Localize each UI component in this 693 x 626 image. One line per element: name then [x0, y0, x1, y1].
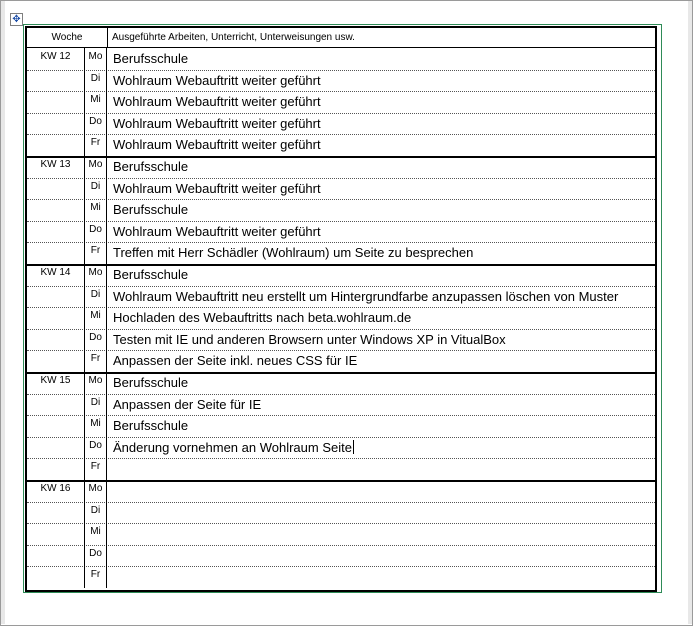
week-cell[interactable]	[27, 566, 85, 588]
work-description-cell[interactable]	[113, 264, 651, 286]
work-description-cell[interactable]	[113, 178, 651, 200]
work-description-text: Wohlraum Webauftritt neu erstellt um Hintergrundfarbe anzupassen löschen von Muster	[113, 288, 619, 304]
work-description-text: Wohlraum Webauftritt weiter geführt	[113, 115, 321, 131]
week-cell[interactable]	[27, 199, 85, 221]
work-description-text: Berufsschule	[113, 267, 189, 282]
day-cell[interactable]: Mi	[85, 307, 107, 329]
work-description-cell[interactable]	[113, 221, 651, 243]
work-description-text: Wohlraum Webauftritt weiter geführt	[113, 223, 321, 239]
week-cell[interactable]	[27, 307, 85, 329]
work-description-cell[interactable]	[113, 113, 651, 135]
work-description-text: Berufsschule	[113, 418, 189, 434]
work-description-text: Treffen mit Herr Schädler (Wohlraum) um Seite zu besprechen	[113, 245, 474, 261]
day-cell[interactable]: Mo	[85, 480, 107, 502]
week-cell[interactable]	[27, 502, 85, 524]
day-cell[interactable]: Di	[85, 286, 107, 308]
week-cell[interactable]	[27, 458, 85, 480]
work-description-cell[interactable]	[113, 134, 651, 156]
day-cell[interactable]: Mi	[85, 91, 107, 113]
week-cell[interactable]: KW 16	[27, 480, 85, 502]
table-row[interactable]	[27, 242, 655, 266]
table-row[interactable]	[27, 372, 655, 395]
work-description-cell[interactable]	[113, 91, 651, 113]
table-header-row	[27, 28, 655, 48]
day-cell[interactable]: Fr	[85, 458, 107, 480]
work-description-text: Berufsschule	[113, 159, 189, 174]
day-cell[interactable]: Do	[85, 329, 107, 351]
table-row[interactable]	[27, 329, 655, 352]
weekly-report-table[interactable]	[25, 26, 657, 592]
table-row[interactable]	[27, 70, 655, 93]
table-row[interactable]	[27, 221, 655, 244]
table-row[interactable]	[27, 545, 655, 568]
table-row[interactable]	[27, 91, 655, 114]
week-cell[interactable]	[27, 178, 85, 200]
table-row[interactable]	[27, 394, 655, 417]
work-description-cell[interactable]	[113, 502, 651, 524]
work-description-cell[interactable]	[113, 156, 651, 178]
work-description-text: Testen mit IE und anderen Browsern unter Windows XP in VitualBox	[113, 331, 506, 347]
week-cell[interactable]	[27, 113, 85, 135]
header-work: Ausgeführte Arbeiten, Unterricht, Unterweisungen usw.	[112, 32, 355, 43]
week-cell[interactable]	[27, 350, 85, 372]
work-description-cell[interactable]	[113, 394, 651, 416]
table-row[interactable]	[27, 307, 655, 330]
work-description-cell[interactable]	[113, 307, 651, 329]
work-description-cell[interactable]	[113, 458, 651, 480]
work-description-cell[interactable]	[113, 199, 651, 221]
day-cell[interactable]: Di	[85, 70, 107, 92]
table-row[interactable]	[27, 264, 655, 287]
work-description-text: Änderung vornehmen an Wohlraum Seite	[113, 439, 352, 455]
work-description-text: Berufsschule	[113, 202, 189, 218]
work-description-text: Anpassen der Seite inkl. neues CSS für IE	[113, 353, 358, 369]
week-cell[interactable]: KW 15	[27, 372, 85, 394]
day-cell[interactable]: Di	[85, 502, 107, 524]
week-cell[interactable]: KW 13	[27, 156, 85, 178]
day-cell[interactable]: Mo	[85, 264, 107, 286]
day-cell[interactable]: Fr	[85, 134, 107, 156]
week-cell[interactable]	[27, 415, 85, 437]
work-description-text: Anpassen der Seite für IE	[113, 396, 262, 412]
table-move-handle-icon[interactable]: ✥	[10, 13, 23, 26]
work-description-cell[interactable]	[113, 566, 651, 588]
day-cell[interactable]: Mi	[85, 199, 107, 221]
week-cell[interactable]	[27, 545, 85, 567]
work-description-cell[interactable]	[113, 523, 651, 545]
week-cell[interactable]	[27, 437, 85, 459]
table-row[interactable]	[27, 523, 655, 546]
week-cell[interactable]	[27, 242, 85, 264]
day-cell[interactable]: Fr	[85, 242, 107, 264]
table-row[interactable]	[27, 502, 655, 525]
day-cell[interactable]: Fr	[85, 350, 107, 372]
page-right-margin	[688, 1, 692, 624]
table-row[interactable]	[27, 178, 655, 201]
table-row[interactable]	[27, 286, 655, 309]
day-cell[interactable]: Do	[85, 113, 107, 135]
day-cell[interactable]: Mi	[85, 415, 107, 437]
week-cell[interactable]	[27, 91, 85, 113]
page-left-margin	[1, 1, 5, 624]
work-description-cell[interactable]	[113, 242, 651, 264]
work-description-text: Berufsschule	[113, 375, 189, 390]
day-cell[interactable]: Di	[85, 178, 107, 200]
day-cell[interactable]: Fr	[85, 566, 107, 588]
week-cell[interactable]	[27, 523, 85, 545]
work-description-text: Wohlraum Webauftritt weiter geführt	[113, 72, 321, 88]
work-description-text: Berufsschule	[113, 51, 189, 66]
table-row[interactable]	[27, 437, 655, 460]
day-cell[interactable]: Mo	[85, 48, 107, 70]
work-description-cell[interactable]	[113, 415, 651, 437]
table-row[interactable]	[27, 113, 655, 136]
work-description-cell[interactable]	[113, 545, 651, 567]
work-description-cell[interactable]	[113, 350, 651, 372]
table-row[interactable]	[27, 566, 655, 588]
week-cell[interactable]	[27, 329, 85, 351]
work-description-text: Hochladen des Webauftritts nach beta.wohlraum.de	[113, 310, 412, 326]
work-description-cell[interactable]	[113, 286, 651, 308]
table-row[interactable]	[27, 350, 655, 374]
work-description-cell[interactable]	[113, 70, 651, 92]
week-cell[interactable]	[27, 134, 85, 156]
table-row[interactable]	[27, 458, 655, 482]
table-row[interactable]	[27, 415, 655, 438]
table-row[interactable]	[27, 48, 655, 71]
work-description-cell[interactable]	[113, 437, 651, 459]
day-cell[interactable]: Do	[85, 545, 107, 567]
week-cell[interactable]	[27, 394, 85, 416]
day-cell[interactable]: Mo	[85, 372, 107, 394]
work-description-cell[interactable]	[113, 480, 651, 502]
table-row[interactable]	[27, 480, 655, 503]
work-description-cell[interactable]	[113, 329, 651, 351]
week-cell[interactable]	[27, 221, 85, 243]
day-cell[interactable]: Di	[85, 394, 107, 416]
work-description-cell[interactable]	[113, 372, 651, 394]
week-cell[interactable]: KW 12	[27, 48, 85, 70]
week-cell[interactable]	[27, 70, 85, 92]
text-cursor	[353, 440, 354, 454]
day-cell[interactable]: Mo	[85, 156, 107, 178]
week-cell[interactable]: KW 14	[27, 264, 85, 286]
table-row[interactable]	[27, 134, 655, 158]
work-description-text: Wohlraum Webauftritt weiter geführt	[113, 137, 321, 153]
table-row[interactable]	[27, 199, 655, 222]
table-row[interactable]	[27, 156, 655, 179]
work-description-text: Wohlraum Webauftritt weiter geführt	[113, 94, 321, 110]
work-description-text: Wohlraum Webauftritt weiter geführt	[113, 180, 321, 196]
header-week: Woche	[27, 28, 108, 47]
week-cell[interactable]	[27, 286, 85, 308]
day-cell[interactable]: Mi	[85, 523, 107, 545]
day-cell[interactable]: Do	[85, 437, 107, 459]
work-description-cell[interactable]	[113, 48, 651, 70]
day-cell[interactable]: Do	[85, 221, 107, 243]
